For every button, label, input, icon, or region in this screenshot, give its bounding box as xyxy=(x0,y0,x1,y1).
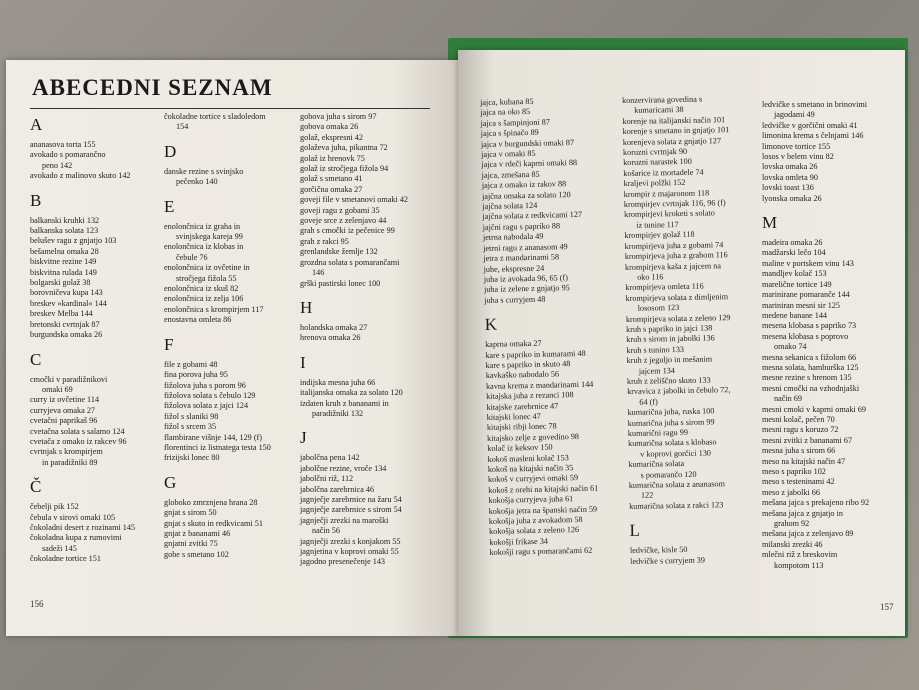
index-entry: lyonska omaka 26 xyxy=(762,193,822,203)
index-entry: gobe s smetano 102 xyxy=(164,549,229,559)
index-entry: paradižniki 132 xyxy=(312,408,364,418)
index-entry: lososom 123 xyxy=(637,303,680,313)
index-entry: kitajski lonec 47 xyxy=(486,411,541,422)
index-entry: kumarična juha s sirom 99 xyxy=(627,417,715,428)
index-entry: čebula v sirovi omaki 105 xyxy=(30,512,116,522)
index-entry: svinjskega kareja 99 xyxy=(176,232,243,242)
index-entry: kokošji frikase 34 xyxy=(489,536,549,547)
index-entry: gnjatni zvitki 75 xyxy=(164,539,218,549)
index-entry: gorčična omaka 27 xyxy=(300,184,363,194)
index-entry: kitajski ribji lonec 78 xyxy=(486,421,557,433)
index-entry: jajca s špinačo 89 xyxy=(480,127,539,139)
index-entry: in paradižniki 89 xyxy=(42,457,98,467)
index-entry: goveje srce z zelenjavo 44 xyxy=(300,216,387,226)
index-entry: krompirjev cvrtnjak 116, 96 (f) xyxy=(623,198,726,210)
index-entry: belušev ragu z gnjatjo 103 xyxy=(30,236,117,246)
index-entry: jagnječji zrezki s konjakom 55 xyxy=(300,536,401,546)
index-entry: gobova omaka 26 xyxy=(300,122,359,132)
index-entry: flambirane višnje 144, 129 (f) xyxy=(164,432,262,442)
index-entry: jajca v omaki 85 xyxy=(481,148,536,160)
index-entry: mešana jajca s prekajeno ribo 92 xyxy=(762,498,870,508)
index-entry: jajca v burgundski omaki 87 xyxy=(480,137,575,149)
index-entry: mesni zvitki z bananami 67 xyxy=(762,435,853,445)
index-entry: krompir z majaronom 118 xyxy=(623,188,710,199)
index-entry: jajca, kuhana 85 xyxy=(480,96,534,107)
section-letter: J xyxy=(300,428,307,448)
index-entry: goveji file v smetanovi omaki 42 xyxy=(300,195,409,205)
index-entry: burgundska omaka 26 xyxy=(30,330,103,340)
index-entry: mesna solata, hamburška 125 xyxy=(762,362,859,372)
index-entry: cmočki v paradižnikovi xyxy=(30,374,108,384)
index-entry: enolončnica iz ovčetine in xyxy=(164,263,250,273)
index-entry: jajcem 134 xyxy=(638,365,676,376)
index-entry: mesni kolač, pečen 70 xyxy=(762,414,835,424)
index-entry: kokošja curryjeva juha 61 xyxy=(488,494,574,506)
index-entry: krompirjeva juha z grahom 116 xyxy=(624,250,728,262)
index-entry: kumarična solata z ananasom xyxy=(628,479,726,490)
index-entry: korenje s smetano in gnjatjo 101 xyxy=(622,125,730,137)
section-letter: C xyxy=(30,349,42,369)
index-entry: bretonski cvrtnjak 87 xyxy=(30,319,100,329)
index-entry: jajca na oko 85 xyxy=(480,107,531,118)
index-entry: ledvičke, kisle 50 xyxy=(629,545,688,556)
index-entry: iz tunine 117 xyxy=(636,219,679,230)
index-entry: jagnječje zarebrnice s sirom 54 xyxy=(300,505,402,515)
section-letter: M xyxy=(762,213,778,233)
index-entry: 64 (f) xyxy=(639,397,658,407)
page-title: ABECEDNI SEZNAM xyxy=(32,75,273,100)
index-entry: bolgarski golaž 38 xyxy=(30,278,91,288)
index-column-4 xyxy=(480,95,635,559)
index-entry: avokado z malinovo skuto 142 xyxy=(30,171,131,181)
index-entry: madeira omaka 26 xyxy=(762,238,823,248)
index-entry: krompirjeva solata z zeleno 129 xyxy=(625,312,731,324)
index-entry: enolončnica iz graha in xyxy=(164,221,241,231)
index-entry: meso s testeninami 42 xyxy=(762,477,835,487)
section-letter: H xyxy=(300,297,313,317)
index-entry: jagnječje zarebrnice na žaru 54 xyxy=(300,494,402,504)
index-entry: jabolčni riž, 112 xyxy=(300,474,354,484)
index-entry: čebelji pik 152 xyxy=(30,502,79,512)
index-entry: avokado s pomarančno xyxy=(30,150,106,160)
index-entry: mesena klobasa s papriko 73 xyxy=(762,321,857,331)
index-entry: mesena klobasa s poprovo xyxy=(762,331,849,341)
page-number-right: 157 xyxy=(880,602,894,612)
index-entry: kumarična solata z rakci 123 xyxy=(629,500,724,511)
index-entry: kompotom 113 xyxy=(774,560,824,570)
index-entry: jagodno presenečenje 143 xyxy=(300,557,386,567)
index-entry: pečenko 140 xyxy=(176,177,218,187)
index-entry: jabolčna pena 142 xyxy=(300,453,360,463)
index-entry: juha iz avokada 96, 65 (f) xyxy=(483,273,568,284)
index-entry: koruzni cvrtnjak 90 xyxy=(622,146,688,158)
index-entry: frizijski lonec 80 xyxy=(164,453,220,463)
index-entry: mesni cmočki na vzhodnjaški xyxy=(762,383,860,393)
index-entry: kitajska juha z rezanci 108 xyxy=(486,390,574,402)
index-entry: lovska omaka 26 xyxy=(762,162,818,172)
index-entry: gnjat s skuto in redkvicami 51 xyxy=(164,518,263,528)
section-letter: I xyxy=(300,352,306,372)
index-entry: jagnjetina v koprovi omaki 55 xyxy=(300,547,399,556)
index-entry: kruh z zeliščno skuto 133 xyxy=(626,375,711,386)
index-entry: krompirjeva juha z gobami 74 xyxy=(624,239,724,251)
index-entry: globoko zmrznjena hrana 28 xyxy=(164,497,258,507)
index-entry: kokošja jetra na španski način 59 xyxy=(488,504,598,516)
index-entry: čokoladna kupa z rumovimi xyxy=(30,533,122,543)
index-entry: fižolova solata s čebulo 129 xyxy=(164,390,256,400)
index-entry: marelične tortice 149 xyxy=(762,279,832,289)
index-entry: jabolčne rezine, vroče 134 xyxy=(300,463,387,473)
index-entry: kumarična solata xyxy=(628,459,685,470)
index-entry: krompirjevi kroketi s solato xyxy=(623,208,715,220)
index-entry: kokošja juha z avokadom 58 xyxy=(488,514,583,526)
index-entry: koruzni narastek 100 xyxy=(623,157,692,168)
index-entry: jajčna solata z redkvicami 127 xyxy=(482,210,583,222)
index-entry: fižol s slaniki 98 xyxy=(164,411,219,421)
title-rule xyxy=(30,108,430,109)
index-entry: način 69 xyxy=(774,394,802,404)
index-entry: enolončnica iz skuš 82 xyxy=(164,284,239,294)
index-entry: enostavna omleta 86 xyxy=(164,315,232,325)
index-entry: jajčni ragu s papriko 88 xyxy=(482,221,561,232)
index-entry: kokoš z orehi na kitajski način 61 xyxy=(488,483,599,495)
index-entry: grški pastirski lonec 100 xyxy=(300,278,381,288)
index-entry: meso z jabolki 66 xyxy=(762,487,820,497)
index-entry: kruh s tunino 133 xyxy=(626,344,685,355)
index-entry: italijanska omaka za solato 120 xyxy=(300,388,403,398)
index-entry: kokoš na kitajski način 35 xyxy=(487,463,574,474)
index-entry: lovski toast 136 xyxy=(762,183,814,193)
index-entry: curry iz ovčetine 114 xyxy=(30,395,100,405)
index-entry: enolončnica s krompirjem 117 xyxy=(164,304,264,314)
index-entry: breskev Melba 144 xyxy=(30,309,93,319)
index-entry: indijska mesna juha 66 xyxy=(300,377,376,387)
index-entry: maline v portskem vinu 143 xyxy=(762,258,854,268)
index-entry: hrenova omaka 26 xyxy=(300,333,361,343)
index-entry: fina porova juha 95 xyxy=(164,370,228,380)
index-entry: jajčna solata 124 xyxy=(482,200,538,212)
index-entry: stročjega fižola 55 xyxy=(176,273,237,283)
section-letter: D xyxy=(164,141,177,161)
index-entry: 122 xyxy=(640,490,654,501)
index-entry: limonina krema s čelnjami 146 xyxy=(762,131,864,141)
index-entry: v koprovi gorčici 130 xyxy=(640,448,712,459)
index-entry: čokoladne tortice 151 xyxy=(30,554,101,564)
index-entry: grozdna solata s pomarančami xyxy=(300,257,400,267)
index-entry: kraljevi polžki 152 xyxy=(623,178,686,189)
index-entry: golaževa juha, pikantna 72 xyxy=(300,143,388,153)
index-entry: gobova juha s sirom 97 xyxy=(300,112,377,121)
index-entry: kokošja solata z zeleno 126 xyxy=(488,525,580,537)
index-entry: kare s papriko in skuto 48 xyxy=(485,359,571,370)
index-entry: čokoladne tortice s sladoledom xyxy=(164,112,266,121)
index-entry: mesna juha s sirom 66 xyxy=(762,446,836,456)
index-entry: losos v belem vinu 82 xyxy=(762,152,834,162)
index-entry: košarice iz mortadele 74 xyxy=(623,167,704,178)
index-entry: florentinci iz listnatega testa 150 xyxy=(164,442,271,452)
index-entry: medene banane 144 xyxy=(762,310,828,320)
index-column-5 xyxy=(622,94,770,567)
index-entry: mešana jajca z zelenjavo 89 xyxy=(762,529,854,539)
index-entry: konzervirana govedina s xyxy=(622,94,703,105)
section-letter: K xyxy=(484,314,498,335)
index-entry: gnjat s sirom 50 xyxy=(164,508,217,518)
index-entry: meso na kitajski način 47 xyxy=(762,456,846,466)
index-entry: juhe, ekspresne 24 xyxy=(483,263,545,274)
index-entry: kavna krema z mandarinami 144 xyxy=(485,379,594,391)
index-entry: breskev »kardinal« 144 xyxy=(30,298,107,308)
index-entry: grah z rakci 95 xyxy=(300,236,349,246)
index-column-2 xyxy=(164,112,300,560)
section-letter: A xyxy=(30,115,43,134)
index-entry: kruh s papriko in jajci 138 xyxy=(625,323,713,334)
index-entry: omaki 69 xyxy=(42,384,73,394)
index-entry: ledvičke s curryjem 39 xyxy=(630,555,705,566)
index-entry: kaprna omaka 27 xyxy=(485,338,542,350)
index-entry: jetrna nabodala 49 xyxy=(482,231,544,243)
section-letter: Č xyxy=(30,477,42,497)
index-entry: juha s curryjem 48 xyxy=(484,294,546,305)
index-entry: madžarski lečo 104 xyxy=(762,248,826,258)
index-entry: fižolova juha s porom 96 xyxy=(164,380,246,390)
index-entry: krvavica z jabolki in čebulo 72, xyxy=(627,385,731,397)
index-entry: čokoladni desert z rozinami 145 xyxy=(30,522,136,532)
index-column-3 xyxy=(300,112,450,568)
index-entry: balkanska solata 123 xyxy=(30,226,99,236)
index-entry: marinirane pomaranče 144 xyxy=(762,290,850,300)
index-entry: enolončnica iz klobas in xyxy=(164,242,244,252)
index-entry: ananasova torta 155 xyxy=(30,140,96,149)
index-entry: kitajske zarebrnice 47 xyxy=(486,400,559,412)
index-entry: 154 xyxy=(176,122,189,132)
index-entry: mandljev kolač 153 xyxy=(762,269,827,279)
index-entry: ledvičke s smetano in brinovimi xyxy=(762,100,868,109)
index-entry: jajca, zmešana 85 xyxy=(481,169,540,180)
index-entry: golaž, ekspresni 42 xyxy=(300,132,363,142)
index-entry: mesna sekanica s fižolom 66 xyxy=(762,352,857,362)
index-entry: s pomarančo 120 xyxy=(640,469,697,480)
index-entry: jetrni ragu z ananasom 49 xyxy=(483,241,568,253)
section-letter: B xyxy=(30,190,42,210)
index-entry: izdaten kruh z bananami in xyxy=(300,398,389,408)
index-entry: mesni cmoki v kaprni omaki 69 xyxy=(762,404,866,414)
index-entry: jajca s šampinjoni 87 xyxy=(480,117,550,128)
index-entry: kruh s sirom in jabolki 136 xyxy=(626,333,715,345)
index-entry: mariniran mesni sir 125 xyxy=(762,300,840,310)
index-entry: biskvitne rezine 149 xyxy=(30,257,97,267)
index-entry: enolončnica iz zelja 106 xyxy=(164,294,244,304)
index-entry: kavkaško nabodalo 56 xyxy=(485,369,560,381)
index-entry: limonove tortice 155 xyxy=(762,141,831,151)
index-entry: kokoš v curryjevi omaki 59 xyxy=(487,473,579,485)
index-entry: krompirjeva omleta 116 xyxy=(625,281,704,293)
index-entry: krompirjev golaž 118 xyxy=(624,230,695,241)
index-entry: jetra z mandarinami 58 xyxy=(483,252,560,264)
index-entry: mešana jajca z gnjatjo in xyxy=(762,508,843,518)
index-entry: kumarična solata s klobaso xyxy=(627,437,717,449)
index-entry: kitajsko zelje z govedino 98 xyxy=(487,431,580,443)
section-letter: G xyxy=(164,472,177,492)
index-entry: 146 xyxy=(312,268,325,278)
index-entry: balkanski kruhki 132 xyxy=(30,215,100,225)
index-entry: milanski zrezki 46 xyxy=(762,539,823,549)
index-entry: golaž iz hrenovk 75 xyxy=(300,153,365,163)
index-entry: golaž s smetano 41 xyxy=(300,174,363,184)
index-entry: mlečni riž z breskovim xyxy=(762,550,838,560)
index-entry: kolač iz keksov 150 xyxy=(487,442,553,454)
index-entry: grenlandske žemlje 132 xyxy=(300,247,378,257)
index-entry: goveji ragu z gobami 35 xyxy=(300,205,380,215)
index-entry: jabolčna zarebrnica 46 xyxy=(300,484,375,494)
index-entry: fižolova solata z jajci 124 xyxy=(164,401,249,411)
index-entry: mesni ragu s koruzo 72 xyxy=(762,425,839,435)
index-entry: file z gobami 48 xyxy=(164,359,218,369)
index-entry: način 56 xyxy=(312,526,340,536)
index-entry: juha iz zelene z gnjatjo 95 xyxy=(483,283,570,295)
index-entry: meso s papriko 102 xyxy=(762,467,826,476)
index-entry: curryjeva omaka 27 xyxy=(30,405,96,415)
index-entry: korenjeva solata z gnjatjo 127 xyxy=(622,135,722,147)
index-entry: cvetačna solata s salamo 124 xyxy=(30,426,125,436)
index-entry: kokošji ragu s pomarančami 62 xyxy=(489,545,593,558)
index-entry: mesne rezine s hrenom 135 xyxy=(762,373,852,383)
index-entry: jagnječji zrezki na maroški xyxy=(300,515,389,525)
index-entry: cvetača z omako iz rakcev 96 xyxy=(30,436,127,446)
section-letter: L xyxy=(629,521,641,541)
section-letter: E xyxy=(164,196,175,216)
index-entry: jagodami 49 xyxy=(774,110,815,120)
index-entry: golaž iz stročjega fižola 94 xyxy=(300,164,389,174)
index-entry: grah s cmočki iz pečenice 99 xyxy=(300,226,395,236)
index-entry: jajca z omako iz rakov 88 xyxy=(481,179,567,191)
index-entry: fižol s srcem 35 xyxy=(164,422,217,432)
index-entry: čebule 76 xyxy=(176,252,208,262)
index-entry: peno 142 xyxy=(42,160,73,170)
index-entry: kare s papriko in kumarami 48 xyxy=(485,348,586,360)
index-entry: borovničeva kupa 143 xyxy=(30,288,103,298)
index-entry: kokoš masleni kolač 153 xyxy=(487,452,569,464)
index-entry: omako 74 xyxy=(774,342,807,352)
index-entry: krompirjeva kaša z jajcem na xyxy=(624,260,721,272)
index-entry: gnjat z bananami 46 xyxy=(164,528,231,538)
section-letter: F xyxy=(164,334,174,354)
index-entry: korenje na italijanski način 101 xyxy=(622,115,726,126)
index-entry: biskvitna rulada 149 xyxy=(30,267,97,277)
index-entry: oko 116 xyxy=(637,272,664,282)
index-entry: grahom 92 xyxy=(774,519,810,529)
index-entry: kruh z jeguljo in mešanim xyxy=(626,354,713,366)
index-column-1 xyxy=(30,114,165,565)
index-entry: kumaricami 38 xyxy=(634,105,684,116)
index-entry: krompirjeva solata z dimljenim xyxy=(625,291,729,303)
index-entry: holandska omaka 27 xyxy=(300,322,368,332)
page-number-left: 156 xyxy=(30,599,44,609)
index-entry: cvrtnjak s krompirjem xyxy=(30,447,103,457)
index-entry: danske rezine s svinjsko xyxy=(164,166,244,176)
index-entry: kumarična juha, ruska 100 xyxy=(627,406,715,418)
index-column-6 xyxy=(762,100,902,571)
index-entry: lovska omleta 90 xyxy=(762,172,818,182)
index-entry: cvetačni paprikaš 96 xyxy=(30,416,98,426)
index-entry: kumarični ragu 99 xyxy=(627,427,688,438)
index-entry: bešamelna omaka 28 xyxy=(30,246,99,256)
index-entry: jajčna omaka za solato 120 xyxy=(481,189,571,201)
index-entry: ledvičke v gorčični omaki 41 xyxy=(762,120,858,130)
index-entry: jajca v rdeči kaprni omaki 88 xyxy=(481,158,578,170)
index-entry: sadeži 145 xyxy=(42,543,77,553)
